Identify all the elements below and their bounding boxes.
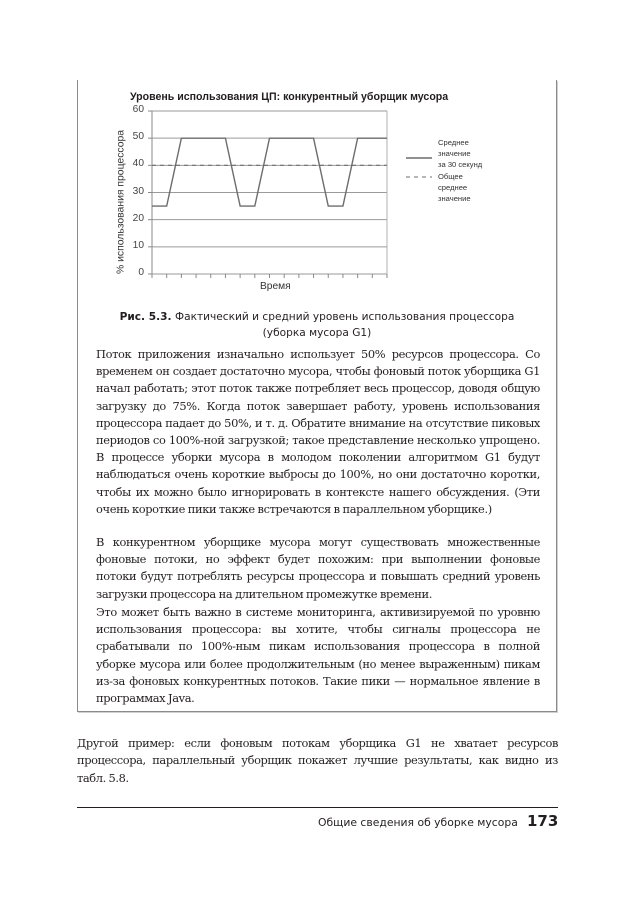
cpu-usage-chart — [0, 0, 635, 300]
sidebar-paragraph-3: Это может быть важно в системе мониторинга, активизируемой по уровню использования процессора: вы хотите, чтобы сигналы процессора не срабатывали по 100%-ным пикам использования процессора в полной уборке мусора или более продолжительным (но менее выраженным) пикам из-за фоновых конкурентных потоков. Такие пики — нормальное явление в программах Java. — [96, 605, 540, 706]
figure-caption: Рис. 5.3. Фактический и средний уровень использования процессора (уборка мусора G1) — [119, 311, 515, 339]
sidebar-paragraph-1: Поток приложения изначально использует 50% ресурсов процессора. Со временем он создает достаточно мусора, чтобы фоновый поток уборщика G1 начал работать; этот поток также потребляет весь процессор, доводя общую загрузку до 75%. Когда поток завершает работу, уровень использования процессора падает до 50%, и т. д. Обратите внимание на отсутствие пиковых периодов со 100%-ной загрузкой; такое представление несколько упрощено. В процессе уборки мусора в молодом поколении алгоритмом G1 будут наблюдаться очень короткие выбросы до 100%, но они достаточно коротки, чтобы их можно было игнорировать в контексте нашего обсуждения. (Эти очень короткие пики также встречаются в параллельном уборщике.) — [96, 347, 540, 516]
y-tick-60: 60 — [132, 104, 144, 115]
legend-series2-label: Общее среднее значение — [438, 172, 471, 203]
page-number: 173 — [527, 812, 559, 830]
x-axis-label: Время — [260, 281, 291, 292]
y-tick-30: 30 — [132, 186, 144, 197]
body-paragraph: Другой пример: если фоновым потокам уборщика G1 не хватает ресурсов процессора, параллельный уборщик покажет лучшие результаты, как видно из табл. 5.8. — [77, 736, 558, 785]
y-tick-20: 20 — [132, 213, 144, 224]
y-tick-0: 0 — [138, 267, 144, 278]
figure-number: Рис. 5.3. — [119, 311, 172, 323]
y-axis-label: % использования процессора — [115, 129, 127, 275]
y-tick-10: 10 — [132, 240, 144, 251]
legend-series1-label: Среднее значение за 30 секунд — [438, 138, 483, 169]
chart-plot — [0, 0, 635, 300]
y-tick-40: 40 — [132, 158, 144, 169]
running-footer-title: Общие сведения об уборке мусора — [318, 816, 518, 829]
sidebar-paragraph-2: В конкурентном уборщике мусора могут существовать множественные фоновые потоки, но эффект будет похожим: при выполнении фоновые потоки будут потреблять ресурсы процессора и повышать средний уровень загрузки процессора на длительном промежутке времени. — [96, 535, 540, 601]
chart-title: Уровень использования ЦП: конкурентный уборщик мусора — [130, 91, 449, 103]
y-tick-50: 50 — [132, 131, 144, 142]
footer-divider — [77, 807, 558, 808]
